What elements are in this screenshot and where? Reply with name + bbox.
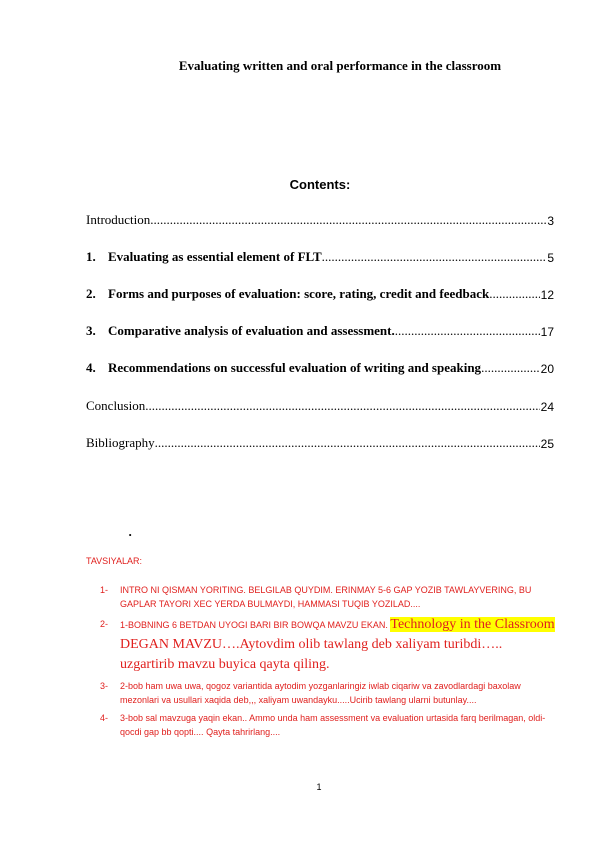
toc-entry-number: 1. xyxy=(86,249,96,264)
toc-leader-dots xyxy=(150,212,546,228)
list-marker: 3- xyxy=(100,681,109,691)
toc-entry[interactable] xyxy=(86,247,554,265)
toc-entry[interactable] xyxy=(86,321,554,339)
toc-entry-number: 3. xyxy=(86,323,96,338)
toc-entry-page: 20 xyxy=(540,362,554,376)
recommendation-item xyxy=(100,679,556,707)
toc-entry-number: 4. xyxy=(86,360,96,375)
document-title: Evaluating written and oral performance in the classroom xyxy=(178,58,502,73)
toc-leader-dots xyxy=(322,249,547,265)
recommendation-item xyxy=(100,711,556,739)
toc-leader-dots xyxy=(489,286,539,302)
toc-entry[interactable] xyxy=(86,396,554,414)
recommendation-text-continued: DEGAN MAVZU….Aytovdim olib tawlang deb xaliyam turibdi….. uzgartirib mavzu buyica qayta qiling. xyxy=(120,637,503,672)
toc-entry-label: Bibliography xyxy=(86,435,155,450)
toc-entry-label: Recommendations on successful evaluation of writing and speaking xyxy=(108,360,482,375)
list-marker: 4- xyxy=(100,713,109,723)
page-number: 1 xyxy=(316,782,322,792)
recommendation-text: 2-bob ham uwa uwa, qogoz variantida aytodim yozganlaringiz iwlab ciqariw va zavodlardagi baxolaw mezonlari va usullari xaqida deb,,, xaliyam uwandayku.....Ucirib tawlang ularni butunlay.... xyxy=(120,681,521,705)
contents-heading: Contents: xyxy=(289,177,351,192)
highlighted-topic: Technology in the Classroom xyxy=(390,617,555,632)
recommendation-item xyxy=(100,583,556,611)
recommendation-text: INTRO NI QISMAN YORITING. BELGILAB QUYDIM. ERINMAY 5-6 GAP YOZIB TAWLAYVERING, BU GAPLAR TAYORI XEC YERDA BULMAYDI, HAMMASI TUQIB YOZILAD.... xyxy=(120,585,532,609)
toc-entry-label: Comparative analysis of evaluation and assessment. xyxy=(108,323,395,338)
list-marker: 1- xyxy=(100,585,109,595)
toc-entry-page: 24 xyxy=(540,400,554,414)
toc-entry-page: 5 xyxy=(547,251,554,265)
toc-entry[interactable] xyxy=(86,433,554,451)
recommendation-item xyxy=(100,615,556,675)
toc-leader-dots xyxy=(395,323,540,339)
list-marker: 2- xyxy=(100,619,109,629)
bullet-mark: · xyxy=(128,527,133,542)
toc-leader-dots xyxy=(481,360,540,376)
toc-entry[interactable] xyxy=(86,284,554,302)
toc-entry[interactable] xyxy=(86,358,554,376)
recommendation-text: 3-bob sal mavzuga yaqin ekan.. Ammo unda ham assessment va evaluation urtasida farq berilmagan, oldi-qocdi gap bb qopti.... Qayta tahrirlang.... xyxy=(120,713,546,737)
recommendations-list xyxy=(100,583,556,743)
recommendation-text: 1-BOBNING 6 BETDAN UYOGI BARI BIR BOWQA MAVZU EKAN. xyxy=(120,620,391,630)
toc-leader-dots xyxy=(155,435,540,451)
toc-leader-dots xyxy=(145,398,539,414)
toc-entry-page: 3 xyxy=(547,214,554,228)
toc-entry[interactable] xyxy=(86,210,554,228)
toc-entry-page: 25 xyxy=(540,437,554,451)
toc-entry-label: Conclusion xyxy=(86,398,146,413)
recommendations-heading: TAVSIYALAR: xyxy=(86,556,143,566)
toc-entry-label: Forms and purposes of evaluation: score, rating, credit and feedback xyxy=(108,286,490,301)
toc-entry-label: Introduction xyxy=(86,212,151,227)
toc-entry-page: 12 xyxy=(540,288,554,302)
toc-entry-page: 17 xyxy=(540,325,554,339)
toc-entry-number: 2. xyxy=(86,286,96,301)
toc-entry-label: Evaluating as essential element of FLT xyxy=(108,249,322,264)
